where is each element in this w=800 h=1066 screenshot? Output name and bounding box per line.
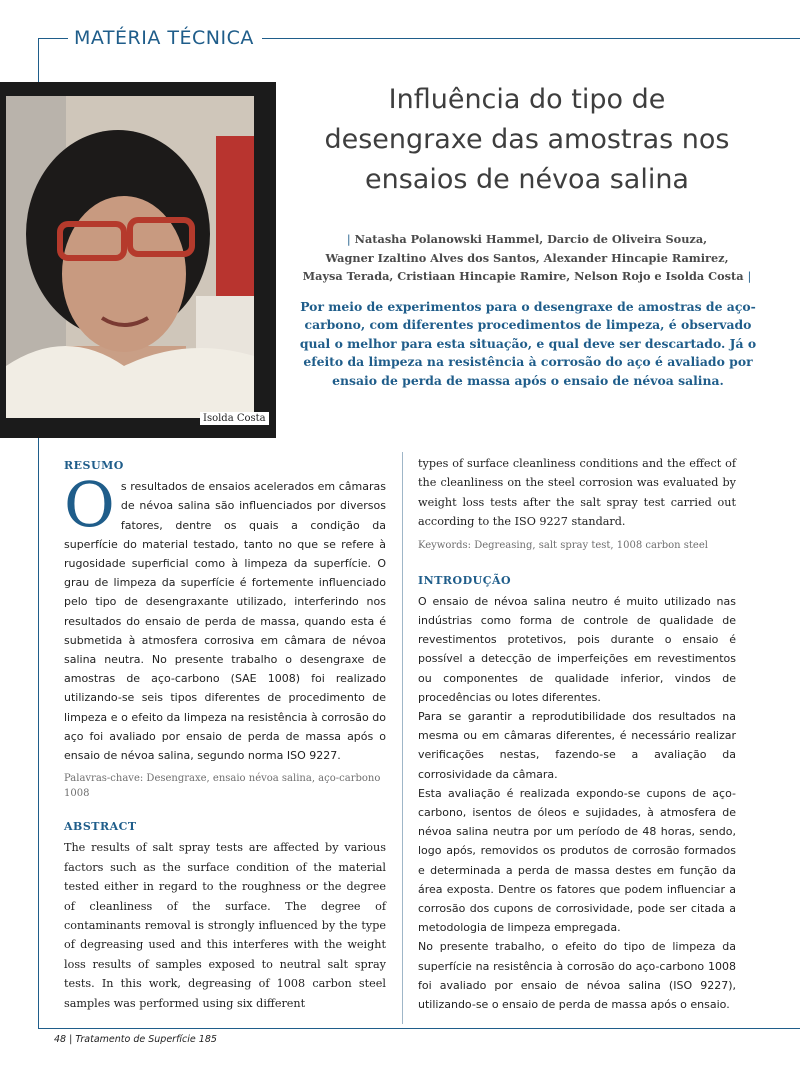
title-line: ensaios de névoa salina bbox=[365, 164, 689, 195]
abstract-body-right: types of surface cleanliness conditions and the effect of the cleanliness on the steel corrosion was evaluated by weight loss tests after the salt spray test carried out according to the ISO 9227 standard. bbox=[418, 457, 736, 529]
authors-bar: | bbox=[747, 270, 752, 283]
intro-paragraph: Para se garantir a reprodutibilidade dos resultados na mesma ou em câmaras diferentes, é necessário realizar verificações nestas, fazendo-se a avaliação da corrosividade da câmara. bbox=[418, 710, 736, 781]
introducao-heading: INTRODUÇÃO bbox=[418, 573, 512, 587]
title-line: desengraxe das amostras nos bbox=[324, 124, 730, 155]
intro-paragraph: O ensaio de névoa salina neutro é muito utilizado nas indústrias como forma de controle de qualidade de revestimentos protetivos, pois durante o ensaio é possível a detecção de imperfeições em revestimentos ou componentes de qualidade inferior, vindos de procedências ou lotes diferentes. bbox=[418, 594, 736, 704]
author-photo-frame bbox=[0, 82, 276, 438]
portrait-image bbox=[6, 96, 254, 418]
intro-paragraph: Esta avaliação é realizada expondo-se cupons de aço-carbono, isentos de óleos e sujidades, à atmosfera de névoa salina neutra por um período de 48 horas, sendo, logo após, removidos os produtos de corrosão formados e determinada a perda de massa destes em função da área exposta. Dentre os fatores que podem influenciar a corrosão dos cupons de corrosividade, pode ser citada a metodologia de limpeza empregada. bbox=[418, 786, 736, 935]
authors-line: | Natasha Polanowski Hammel, Darcio de Oliveira Souza, bbox=[346, 232, 708, 246]
resumo-keywords: Palavras-chave: Desengraxe, ensaio névoa salina, aço-carbono 1008 bbox=[64, 773, 381, 800]
resumo-body: Os resultados de ensaios acelerados em câmaras de névoa salina são influenciados por diversos fatores, dentre os quais a condição da superfície do material testado, tanto no que se refere à rugosidade superficial como à limpeza da superfície. O grau de limpeza da superfície é fortemente influenciado pelo tipo de desengraxante utilizado, interferindo nos resultados do ensaio de perda de massa, quando esta é submetida à atmosfera corrosiva em câmara de névoa salina neutra. No presente trabalho o desengraxe de amostras de aço-carbono (SAE 1008) foi realizado utilizando-se seis tipos diferentes de procedimento de limpeza e o efeito da limpeza na resistência à corrosão do aço foi avaliado por ensaio de perda de massa após o ensaio de névoa salina, segundo norma ISO 9227. bbox=[64, 468, 386, 763]
photo-caption: Isolda Costa bbox=[200, 412, 269, 425]
title-line: Influência do tipo de bbox=[388, 84, 666, 115]
column-divider bbox=[402, 452, 403, 1024]
right-column bbox=[418, 454, 736, 1014]
author-photo bbox=[6, 96, 254, 418]
section-label: MATÉRIA TÉCNICA bbox=[68, 27, 262, 49]
resumo-heading: RESUMO bbox=[64, 459, 124, 472]
article-title bbox=[284, 80, 770, 200]
article-lead: Por meio de experimentos para o desengraxe de amostras de aço-carbono, com diferentes procedimentos de limpeza, é observado qual o melhor para esta situação, e qual deve ser descartado. Já o efeito da limpeza na resistência à corrosão do aço é avaliado por ensaio de perda de massa após o ensaio de névoa salina. bbox=[299, 299, 757, 388]
drop-cap: O bbox=[64, 468, 115, 542]
authors-line: Maysa Terada, Cristiaan Hincapie Ramire, Nelson Rojo e Isolda Costa | bbox=[302, 269, 752, 283]
page-footer: 48 | Tratamento de Superfície 185 bbox=[54, 1034, 217, 1045]
authors-line: Wagner Izaltino Alves dos Santos, Alexander Hincapie Ramirez, bbox=[325, 251, 729, 265]
left-column bbox=[64, 456, 386, 1013]
abstract-keywords: Keywords: Degreasing, salt spray test, 1008 carbon steel bbox=[418, 539, 708, 551]
article-authors bbox=[284, 230, 770, 286]
intro-paragraph: No presente trabalho, o efeito do tipo de limpeza da superfície na resistência à corrosão do aço-carbono 1008 foi avaliado por ensaio de névoa salina (ISO 9227), utilizando-se o ensaio de perda de massa após o ensaio. bbox=[418, 940, 736, 1012]
footer-rule bbox=[38, 1028, 800, 1029]
authors-bar: | bbox=[346, 233, 351, 246]
abstract-heading: ABSTRACT bbox=[64, 820, 137, 834]
abstract-body-left: The results of salt spray tests are affected by various factors such as the surface condition of the material tested either in regard to the roughness or the degree of cleanliness of the surface. The degree of contaminants removal is strongly influenced by the type of degreasing used and this interferes with the weight loss results of samples exposed to neutral salt spray tests. In this work, degreasing of 1008 carbon steel samples was performed using six different bbox=[64, 841, 386, 1010]
